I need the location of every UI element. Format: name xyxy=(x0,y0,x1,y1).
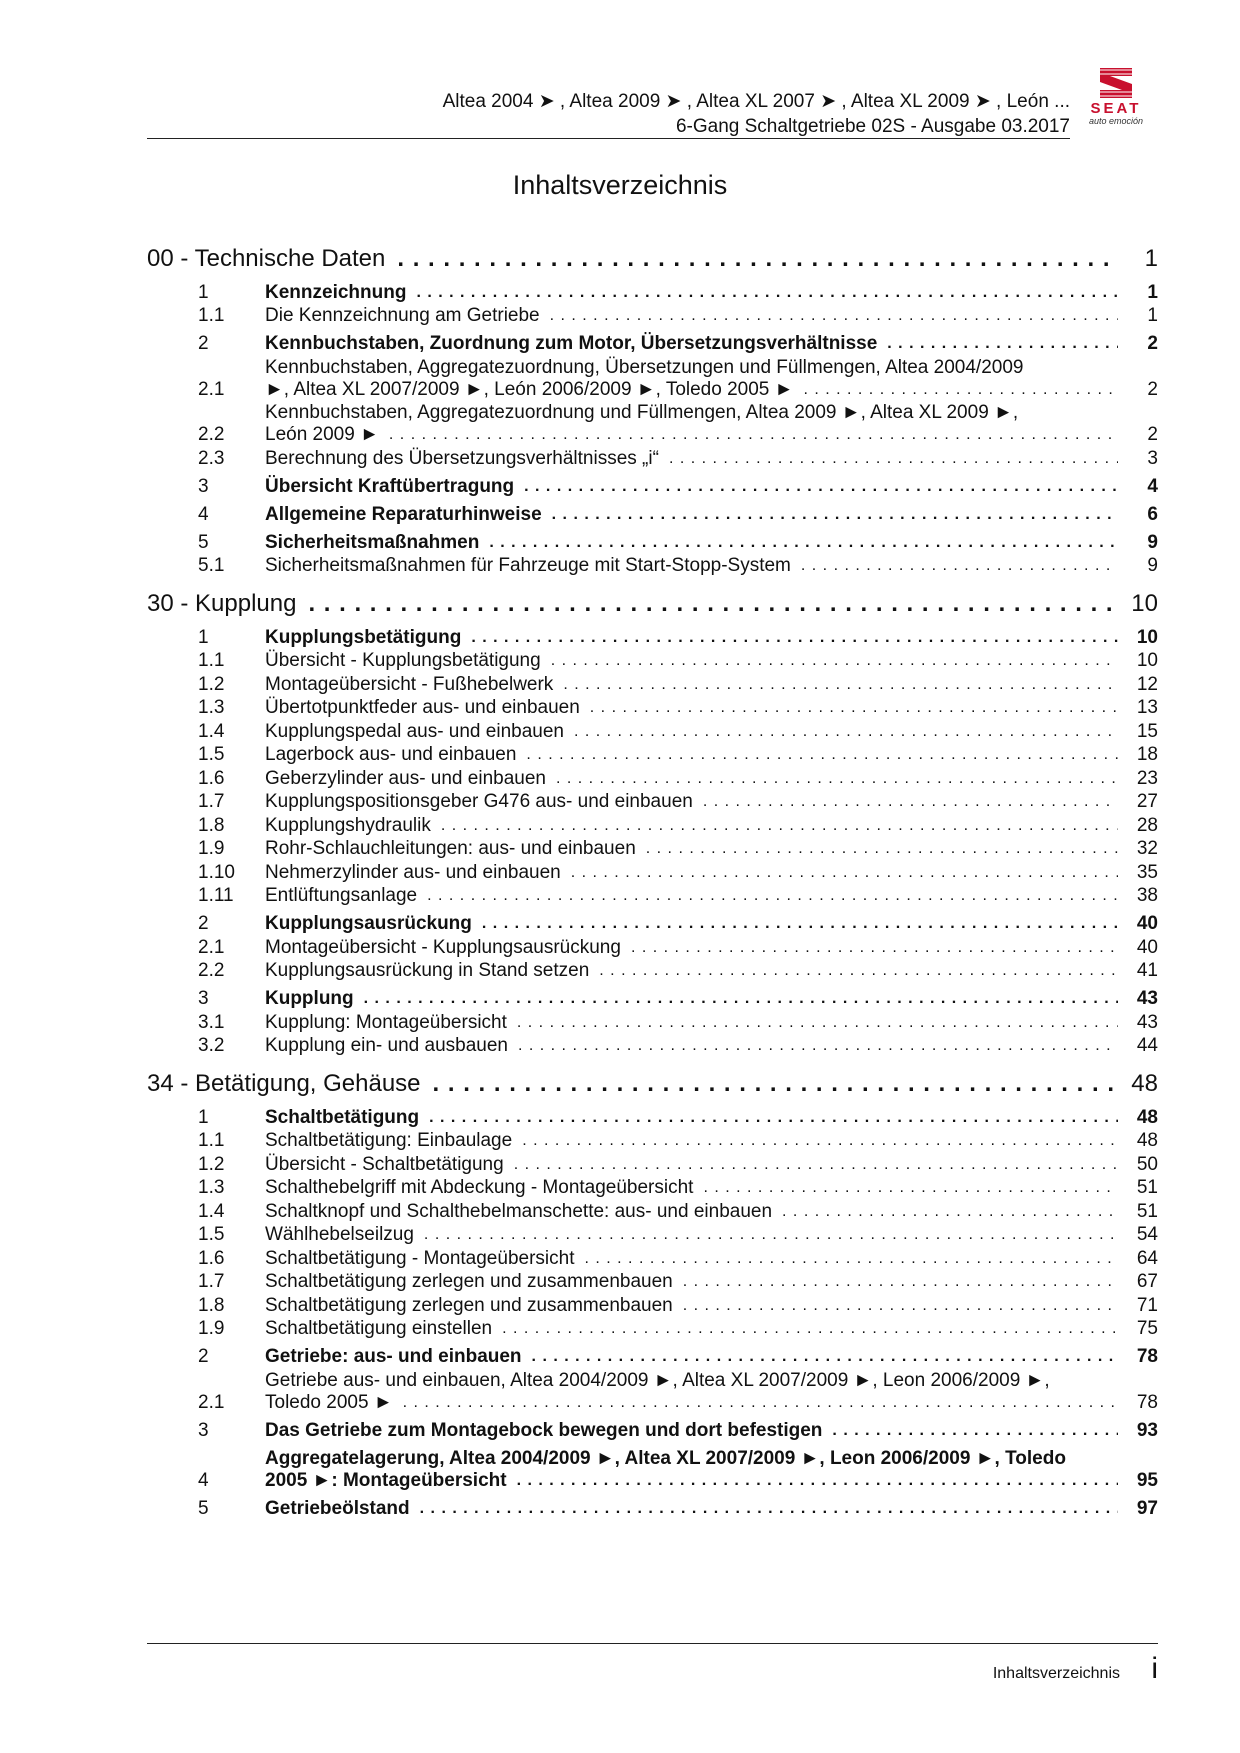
entry-title: Wählhebelseilzug xyxy=(265,1224,414,1245)
entry-body xyxy=(265,1318,1128,1340)
toc-entry[interactable] xyxy=(147,1420,1158,1442)
entry-number: 1.1 xyxy=(198,650,225,671)
entry-title: Übersicht - Schaltbetätigung xyxy=(265,1153,504,1175)
dot-leader xyxy=(887,333,1118,355)
entry-title-line1: Getriebe aus- und einbauen, Altea 2004/2009 ►, Altea XL 2007/2009 ►, Leon 2006/2009 ►, xyxy=(265,1369,1050,1391)
entry-body xyxy=(265,1012,1128,1034)
entry-page: 67 xyxy=(1136,1271,1158,1292)
dot-leader xyxy=(403,1392,1118,1414)
dot-leader xyxy=(517,1012,1118,1034)
dot-leader xyxy=(550,305,1118,327)
toc-entry[interactable] xyxy=(147,402,1158,446)
dot-leader xyxy=(574,721,1118,743)
entry-page: 95 xyxy=(1136,1469,1158,1491)
header-edition: 6-Gang Schaltgetriebe 02S - Ausgabe 03.2017 xyxy=(675,116,1070,137)
entry-number: 1.2 xyxy=(198,1153,225,1175)
entry-number: 3 xyxy=(198,988,209,1009)
toc-entry[interactable] xyxy=(147,960,1158,982)
chapter-page: 48 xyxy=(1131,1070,1158,1097)
entry-page: 50 xyxy=(1136,1153,1158,1175)
dot-leader xyxy=(514,1154,1118,1176)
entry-body xyxy=(265,402,1128,446)
toc-entry[interactable] xyxy=(147,1012,1158,1034)
entry-number: 1.5 xyxy=(198,744,225,765)
dot-leader xyxy=(397,238,1116,280)
entry-page: 51 xyxy=(1136,1200,1158,1222)
dot-leader xyxy=(782,1201,1118,1223)
entry-body xyxy=(265,744,1128,766)
entry-page: 48 xyxy=(1136,1106,1158,1128)
entry-title: Kupplungspedal aus- und einbauen xyxy=(265,720,564,742)
entry-page: 18 xyxy=(1136,744,1158,765)
dot-leader xyxy=(571,862,1118,884)
entry-title: Entlüftungsanlage xyxy=(265,885,418,906)
entry-title-line2: 2005 ►: Montageübersicht xyxy=(265,1469,507,1491)
entry-page: 28 xyxy=(1136,814,1158,836)
toc-entry[interactable] xyxy=(147,862,1158,884)
dot-leader xyxy=(518,1035,1118,1057)
entry-page: 3 xyxy=(1147,447,1158,469)
dot-leader xyxy=(703,1177,1118,1199)
dot-leader xyxy=(801,555,1118,577)
seat-emblem-icon xyxy=(1094,66,1138,100)
entry-title: Kennbuchstaben, Zuordnung zum Motor, Übersetzungsverhältnisse xyxy=(265,333,878,354)
toc-entry[interactable] xyxy=(147,1035,1158,1057)
dot-leader xyxy=(489,532,1118,554)
toc-entry[interactable] xyxy=(147,791,1158,813)
entry-number: 1.8 xyxy=(198,1294,225,1316)
entry-body xyxy=(265,988,1128,1010)
toc-entry[interactable] xyxy=(147,1107,1158,1129)
chapter-page: 1 xyxy=(1144,245,1158,272)
dot-leader xyxy=(646,838,1118,860)
entry-page: 6 xyxy=(1147,503,1158,525)
entry-number: 2.3 xyxy=(198,447,225,469)
entry-number: 1.9 xyxy=(198,1318,225,1339)
entry-number: 3.2 xyxy=(198,1035,225,1056)
entry-title: Kupplung ein- und ausbauen xyxy=(265,1035,508,1056)
entry-title: Schaltbetätigung einstellen xyxy=(265,1318,493,1339)
entry-title: Montageübersicht - Fußhebelwerk xyxy=(265,673,554,695)
entry-body xyxy=(265,357,1128,401)
toc-entry[interactable] xyxy=(147,1248,1158,1270)
entry-body xyxy=(265,862,1128,884)
dot-leader xyxy=(471,627,1118,649)
chapter-title: 30 - Kupplung xyxy=(147,590,297,617)
entry-title: Die Kennzeichnung am Getriebe xyxy=(265,305,540,326)
entry-number: 1.1 xyxy=(198,305,225,326)
dot-leader xyxy=(427,885,1118,907)
toc-entry[interactable] xyxy=(147,1318,1158,1340)
dot-leader xyxy=(424,1224,1118,1246)
dot-leader xyxy=(502,1318,1118,1340)
toc-entry[interactable] xyxy=(147,650,1158,672)
toc-entry[interactable] xyxy=(147,674,1158,696)
entry-title: Lagerbock aus- und einbauen xyxy=(265,744,517,765)
dot-leader xyxy=(590,697,1118,719)
entry-title-line2-row xyxy=(265,1392,1128,1414)
dot-leader xyxy=(703,791,1118,813)
dot-leader xyxy=(416,282,1118,304)
entry-page: 40 xyxy=(1136,913,1158,934)
entry-number: 5 xyxy=(198,531,209,553)
entry-body xyxy=(265,555,1128,577)
entry-body xyxy=(265,815,1128,837)
entry-number: 5.1 xyxy=(198,555,225,576)
entry-number: 4 xyxy=(198,1469,209,1491)
entry-title-line2-row xyxy=(265,424,1128,446)
toc-entry[interactable] xyxy=(147,1498,1158,1520)
entry-title: Kupplung: Montageübersicht xyxy=(265,1011,507,1033)
entry-title: Geberzylinder aus- und einbauen xyxy=(265,767,546,789)
toc-entry[interactable] xyxy=(147,504,1158,526)
entry-body xyxy=(265,532,1128,554)
entry-title: Sicherheitsmaßnahmen xyxy=(265,531,480,553)
entry-body xyxy=(265,791,1128,813)
entry-page: 71 xyxy=(1136,1294,1158,1316)
toc-entry[interactable] xyxy=(147,357,1158,401)
entry-number: 4 xyxy=(198,503,209,525)
seat-logo xyxy=(1076,66,1156,130)
entry-page: 23 xyxy=(1136,767,1158,789)
entry-page: 2 xyxy=(1147,424,1158,445)
header-models: Altea 2004 ➤ , Altea 2009 ➤ , Altea XL 2007 ➤ , Altea XL 2009 ➤ , León ... xyxy=(442,91,1070,112)
entry-body xyxy=(265,627,1128,649)
entry-title: Rohr-Schlauchleitungen: aus- und einbauen xyxy=(265,838,636,859)
toc-entry[interactable] xyxy=(147,721,1158,743)
entry-body xyxy=(265,1248,1128,1270)
entry-page: 93 xyxy=(1136,1419,1158,1441)
entry-body xyxy=(265,1201,1128,1223)
entry-number: 3 xyxy=(198,475,209,497)
entry-title: Sicherheitsmaßnahmen für Fahrzeuge mit Start-Stopp-System xyxy=(265,555,791,576)
entry-number: 2.1 xyxy=(198,378,225,400)
entry-number: 1 xyxy=(198,1106,209,1128)
entry-page: 10 xyxy=(1136,626,1158,648)
entry-number: 1.3 xyxy=(198,1177,225,1198)
entry-page: 1 xyxy=(1147,305,1158,326)
toc-entry[interactable] xyxy=(147,532,1158,554)
entry-title: Schaltbetätigung xyxy=(265,1106,420,1128)
entry-body xyxy=(265,476,1128,498)
entry-title-line2: León 2009 ► xyxy=(265,424,379,445)
toc-entry[interactable] xyxy=(147,333,1158,355)
entry-page: 64 xyxy=(1136,1247,1158,1269)
entry-title: Übersicht - Kupplungsbetätigung xyxy=(265,650,541,671)
entry-body xyxy=(265,1498,1128,1520)
entry-page: 4 xyxy=(1147,475,1158,497)
entry-page: 35 xyxy=(1136,861,1158,883)
dot-leader xyxy=(669,448,1118,470)
entry-number: 2.2 xyxy=(198,960,225,981)
entry-page: 2 xyxy=(1147,378,1158,400)
entry-title: Kupplungsausrückung in Stand setzen xyxy=(265,960,590,981)
entry-number: 1.4 xyxy=(198,1200,225,1222)
footer-label: Inhaltsverzeichnis xyxy=(992,1665,1120,1682)
entry-title-line1: Kennbuchstaben, Aggregatezuordnung und Füllmengen, Altea 2009 ►, Altea XL 2009 ►, xyxy=(265,402,1019,423)
entry-page: 12 xyxy=(1136,673,1158,695)
dot-leader xyxy=(389,424,1118,446)
logo-wordmark: SEAT xyxy=(1090,100,1142,117)
entry-number: 1.7 xyxy=(198,1271,225,1292)
entry-page: 1 xyxy=(1147,281,1158,303)
header-rule xyxy=(147,138,1070,139)
toc-entry[interactable] xyxy=(147,555,1158,577)
entry-body xyxy=(265,282,1128,304)
toc-entry[interactable] xyxy=(147,1448,1158,1492)
dot-leader xyxy=(364,988,1118,1010)
entry-title: Kupplung xyxy=(265,988,354,1009)
toc-chapter[interactable] xyxy=(147,583,1158,625)
entry-page: 27 xyxy=(1136,791,1158,812)
toc-entry[interactable] xyxy=(147,815,1158,837)
entry-page: 9 xyxy=(1147,555,1158,576)
entry-number: 2 xyxy=(198,1346,209,1367)
dot-leader xyxy=(517,1470,1118,1492)
entry-title-line2-row xyxy=(265,1470,1128,1492)
entry-page: 13 xyxy=(1136,697,1158,718)
entry-title: Kupplungspositionsgeber G476 aus- und einbauen xyxy=(265,791,693,812)
entry-body xyxy=(265,1370,1128,1414)
entry-title: Schaltbetätigung zerlegen und zusammenbauen xyxy=(265,1294,673,1316)
dot-leader xyxy=(551,650,1118,672)
entry-title: Montageübersicht - Kupplungsausrückung xyxy=(265,936,621,958)
entry-title: Kupplungsbetätigung xyxy=(265,626,462,648)
entry-body xyxy=(265,960,1128,982)
entry-body xyxy=(265,1035,1128,1057)
entry-title: Schaltknopf und Schalthebelmanschette: aus- und einbauen xyxy=(265,1200,773,1222)
dot-leader xyxy=(631,937,1118,959)
toc-entry[interactable] xyxy=(147,1201,1158,1223)
entry-number: 1.6 xyxy=(198,1247,225,1269)
toc-entry[interactable] xyxy=(147,448,1158,470)
dot-leader xyxy=(433,1063,1116,1105)
entry-body xyxy=(265,721,1128,743)
entry-number: 1.5 xyxy=(198,1224,225,1245)
entry-number: 1.6 xyxy=(198,767,225,789)
entry-body xyxy=(265,697,1128,719)
toc-entry[interactable] xyxy=(147,768,1158,790)
chapter-title: 34 - Betätigung, Gehäuse xyxy=(147,1070,421,1097)
toc-entry[interactable] xyxy=(147,988,1158,1010)
entry-number: 2.2 xyxy=(198,424,225,445)
entry-number: 2.1 xyxy=(198,936,225,958)
entry-number: 5 xyxy=(198,1497,209,1519)
entry-page: 41 xyxy=(1136,960,1158,981)
entry-page: 43 xyxy=(1136,1011,1158,1033)
entry-title-line2-row xyxy=(265,379,1128,401)
entry-title-line1: Kennbuchstaben, Aggregatezuordnung, Übersetzungen und Füllmengen, Altea 2004/2009 xyxy=(265,356,1024,378)
dot-leader xyxy=(526,744,1118,766)
toc-entry[interactable] xyxy=(147,838,1158,860)
entry-body xyxy=(265,504,1128,526)
dot-leader xyxy=(532,1346,1118,1368)
entry-page: 9 xyxy=(1147,531,1158,553)
entry-body xyxy=(265,1130,1128,1152)
entry-body xyxy=(265,1107,1128,1129)
toc-entry[interactable] xyxy=(147,627,1158,649)
running-header xyxy=(0,80,1240,140)
toc-entry[interactable] xyxy=(147,1295,1158,1317)
entry-number: 1.7 xyxy=(198,791,225,812)
entry-title: Übertotpunktfeder aus- und einbauen xyxy=(265,697,580,718)
entry-title: Schaltbetätigung - Montageübersicht xyxy=(265,1247,575,1269)
dot-leader xyxy=(683,1271,1118,1293)
toc-entry[interactable] xyxy=(147,885,1158,907)
dot-leader xyxy=(552,504,1118,526)
entry-body xyxy=(265,768,1128,790)
entry-page: 75 xyxy=(1136,1318,1158,1339)
dot-leader xyxy=(429,1107,1118,1129)
entry-body xyxy=(265,937,1128,959)
entry-body xyxy=(265,1346,1128,1368)
toc-entry[interactable] xyxy=(147,1346,1158,1368)
dot-leader xyxy=(556,768,1118,790)
entry-body xyxy=(265,1224,1128,1246)
entry-number: 2.1 xyxy=(198,1391,225,1413)
entry-title: Schaltbetätigung: Einbaulage xyxy=(265,1130,513,1151)
footer-page-number: i xyxy=(1151,1652,1158,1685)
toc-entry[interactable] xyxy=(147,744,1158,766)
entry-title: Übersicht Kraftübertragung xyxy=(265,475,515,497)
entry-number: 2 xyxy=(198,333,209,354)
entry-number: 1.2 xyxy=(198,673,225,695)
toc-entry[interactable] xyxy=(147,476,1158,498)
entry-title: Allgemeine Reparaturhinweise xyxy=(265,503,542,525)
entry-page: 2 xyxy=(1147,333,1158,354)
entry-number: 1.3 xyxy=(198,697,225,718)
dot-leader xyxy=(832,1420,1118,1442)
entry-body xyxy=(265,1295,1128,1317)
toc-entry[interactable] xyxy=(147,1177,1158,1199)
entry-title: Kupplungshydraulik xyxy=(265,814,431,836)
toc-entry[interactable] xyxy=(147,1271,1158,1293)
entry-title: Kupplungsausrückung xyxy=(265,913,472,934)
logo-slogan: auto emoción xyxy=(1088,116,1144,126)
entry-page: 43 xyxy=(1136,988,1158,1009)
entry-number: 1.1 xyxy=(198,1130,225,1151)
chapter-title: 00 - Technische Daten xyxy=(147,245,386,272)
dot-leader xyxy=(522,1130,1118,1152)
footer-rule xyxy=(147,1643,1158,1644)
entry-page: 10 xyxy=(1136,650,1158,671)
entry-page: 15 xyxy=(1136,720,1158,742)
entry-page: 51 xyxy=(1136,1177,1158,1198)
toc-entry[interactable] xyxy=(147,1224,1158,1246)
dot-leader xyxy=(584,1248,1118,1270)
dot-leader xyxy=(308,583,1116,625)
entry-number: 1 xyxy=(198,281,209,303)
entry-number: 1.11 xyxy=(198,885,234,906)
entry-title-line2: ►, Altea XL 2007/2009 ►, León 2006/2009 ►, Toledo 2005 ► xyxy=(265,378,794,400)
entry-number: 3 xyxy=(198,1419,209,1441)
toc-entry[interactable] xyxy=(147,305,1158,327)
toc-entry[interactable] xyxy=(147,697,1158,719)
page-title: Inhaltsverzeichnis xyxy=(512,170,728,200)
entry-page: 38 xyxy=(1136,885,1158,906)
entry-title: Schalthebelgriff mit Abdeckung - Montageübersicht xyxy=(265,1177,694,1198)
entry-title: Kennzeichnung xyxy=(265,281,407,303)
entry-page: 54 xyxy=(1136,1224,1158,1245)
entry-title-line2: Toledo 2005 ► xyxy=(265,1391,393,1413)
entry-body xyxy=(265,650,1128,672)
entry-number: 1.4 xyxy=(198,720,225,742)
entry-number: 1.8 xyxy=(198,814,225,836)
entry-body xyxy=(265,305,1128,327)
entry-body xyxy=(265,1420,1128,1442)
entry-body xyxy=(265,838,1128,860)
dot-leader xyxy=(420,1498,1118,1520)
table-of-contents xyxy=(147,238,1158,1520)
entry-number: 3.1 xyxy=(198,1011,225,1033)
entry-page: 78 xyxy=(1136,1391,1158,1413)
entry-title: Berechnung des Übersetzungsverhältnisses „i“ xyxy=(265,447,659,469)
entry-number: 1 xyxy=(198,626,209,648)
toc-entry[interactable] xyxy=(147,1130,1158,1152)
toc-entry[interactable] xyxy=(147,282,1158,304)
chapter-page: 10 xyxy=(1131,590,1158,617)
entry-page: 40 xyxy=(1136,936,1158,958)
entry-page: 32 xyxy=(1136,838,1158,859)
entry-body xyxy=(265,448,1128,470)
dot-leader xyxy=(683,1295,1118,1317)
entry-body xyxy=(265,1154,1128,1176)
entry-number: 2 xyxy=(198,913,209,934)
dot-leader xyxy=(441,815,1118,837)
entry-number: 1.10 xyxy=(198,861,235,883)
entry-page: 97 xyxy=(1136,1497,1158,1519)
entry-body xyxy=(265,885,1128,907)
entry-page: 44 xyxy=(1136,1035,1158,1056)
dot-leader xyxy=(563,674,1118,696)
entry-title: Getriebeölstand xyxy=(265,1497,410,1519)
dot-leader xyxy=(524,476,1118,498)
entry-body xyxy=(265,333,1128,355)
entry-title: Schaltbetätigung zerlegen und zusammenbauen xyxy=(265,1271,673,1292)
entry-body xyxy=(265,913,1128,935)
toc-chapter[interactable] xyxy=(147,238,1158,280)
toc-entry[interactable] xyxy=(147,937,1158,959)
entry-body xyxy=(265,1448,1128,1492)
dot-leader xyxy=(803,379,1118,401)
toc-entry[interactable] xyxy=(147,913,1158,935)
toc-chapter[interactable] xyxy=(147,1063,1158,1105)
toc-entry[interactable] xyxy=(147,1370,1158,1414)
dot-leader xyxy=(599,960,1118,982)
entry-body xyxy=(265,1177,1128,1199)
entry-number: 1.9 xyxy=(198,838,225,859)
entry-body xyxy=(265,1271,1128,1293)
dot-leader xyxy=(482,913,1118,935)
entry-title: Das Getriebe zum Montagebock bewegen und dort befestigen xyxy=(265,1419,823,1441)
entry-title: Nehmerzylinder aus- und einbauen xyxy=(265,861,561,883)
entry-page: 78 xyxy=(1136,1346,1158,1367)
entry-title-line1: Aggregatelagerung, Altea 2004/2009 ►, Altea XL 2007/2009 ►, Leon 2006/2009 ►, Toledo xyxy=(265,1447,1066,1469)
toc-entry[interactable] xyxy=(147,1154,1158,1176)
entry-title: Getriebe: aus- und einbauen xyxy=(265,1346,522,1367)
entry-page: 48 xyxy=(1136,1130,1158,1151)
entry-body xyxy=(265,674,1128,696)
